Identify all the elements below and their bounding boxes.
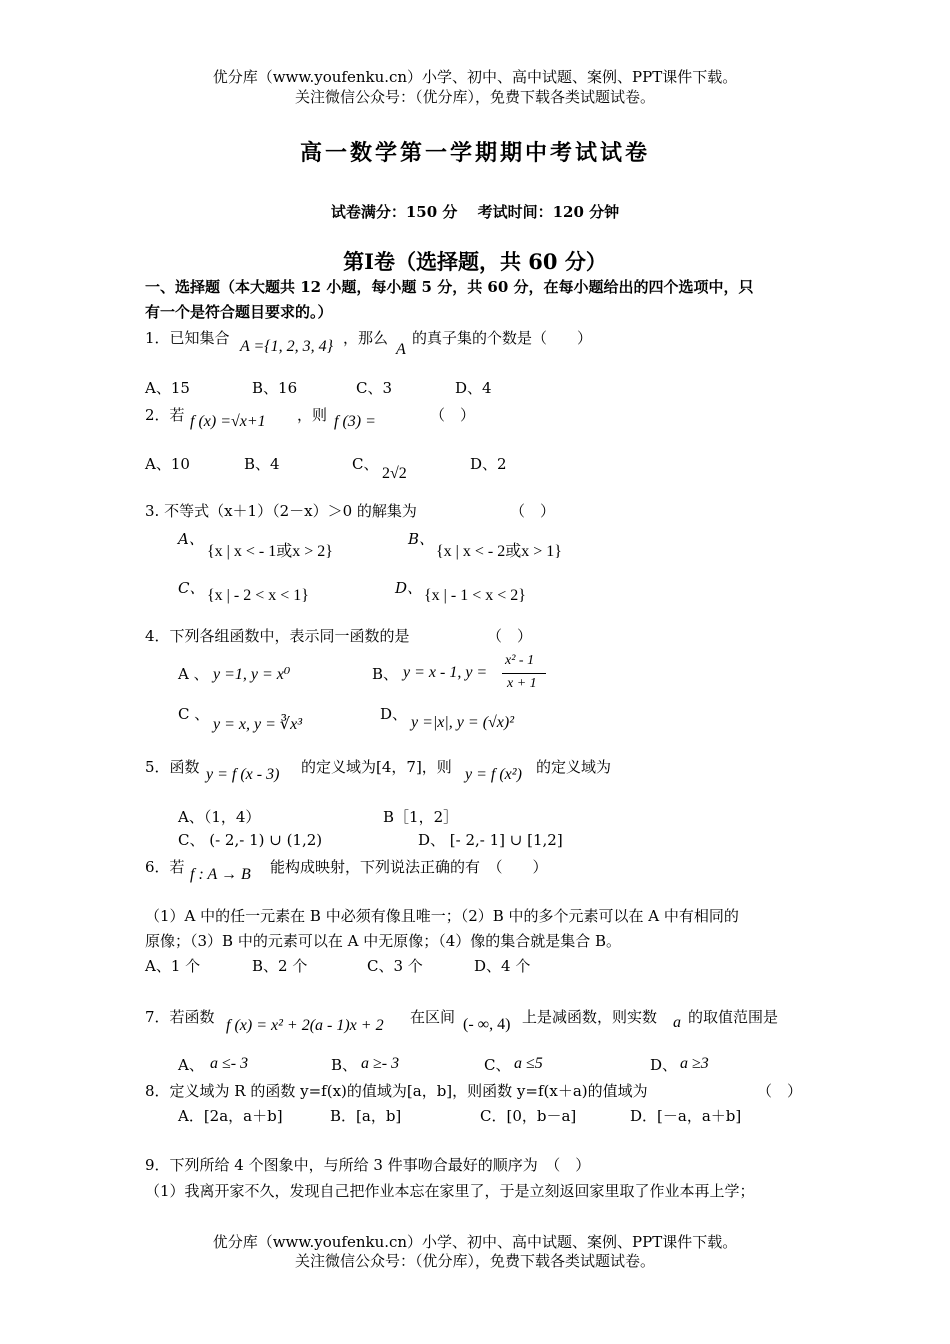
q5-formula-2: y = f (x²)	[465, 766, 522, 783]
q5-stem-mid: 的定义域为[4，7]，则	[301, 758, 452, 776]
q8-answer-paren: （ ）	[757, 1082, 803, 1100]
q4-label-b: B、	[372, 665, 399, 683]
q8-option-c: C．[0，b－a]	[480, 1107, 577, 1125]
q2-formula: f (x) =√x+1	[190, 413, 266, 430]
q1-option-c: C、3	[356, 379, 393, 397]
q2-stem-pre: 2．若	[145, 406, 185, 424]
q6-option-d: D、4 个	[474, 957, 531, 975]
q9-item-1: （1）我离开家不久，发现自己把作业本忘在家里了，于是立刻返回家里取了作业本再上学；	[145, 1182, 755, 1200]
q2-option-c-value: 2√2	[382, 465, 407, 482]
q1-stem-post: 的真子集的个数是（ ）	[412, 329, 593, 347]
q7-label-c: C、	[484, 1056, 511, 1074]
q9-stem: 9．下列所给 4 个图象中，与所给 3 件事吻合最好的顺序为 （ ）	[145, 1156, 591, 1174]
q7-stem-post-2: 的取值范围是	[688, 1008, 779, 1026]
header-line-1: 优分库（www.youfenku.cn）小学、初中、高中试题、案例、PPT课件下载。	[212, 68, 738, 86]
q3-label-c: C、	[178, 579, 205, 597]
q3-label-a: A、	[178, 530, 204, 548]
footer-line-1: 优分库（www.youfenku.cn）小学、初中、高中试题、案例、PPT课件下载。	[212, 1233, 738, 1251]
q3-label-d: D、	[395, 579, 423, 597]
q6-statement-line-1: （1）A 中的任一元素在 B 中必须有像且唯一；（2）B 中的多个元素可以在 A 中有相同的	[145, 907, 739, 925]
section-instruction-line-1: 一、选择题（本大题共 12 小题，每小题 5 分，共 60 分，在每小题给出的四个选项中，只	[145, 278, 754, 296]
q8-option-b: B．[a，b]	[330, 1107, 402, 1125]
q3-answer-paren: （ ）	[510, 502, 556, 520]
q3-option-d: {x | - 1 < x < 2}	[424, 587, 526, 604]
q2-stem-mid: ，则	[297, 406, 328, 424]
q7-option-a: a ≤- 3	[210, 1055, 249, 1072]
q1-option-b: B、16	[252, 379, 298, 397]
q8-option-a: A．[2a，a＋b]	[178, 1107, 283, 1125]
q4-option-b: y = x - 1, y =	[403, 664, 488, 681]
q2-option-b: B、4	[244, 455, 280, 473]
q4-label-c: C 、	[178, 705, 210, 723]
q7-label-a: A、	[178, 1056, 204, 1074]
q5-option-d: D、 [- 2,- 1] ∪ [1,2]	[418, 831, 563, 849]
q6-option-b: B、2 个	[252, 957, 308, 975]
q7-option-d: a ≥3	[680, 1055, 709, 1072]
q4-label-d: D、	[380, 705, 408, 723]
part-heading: 第Ⅰ卷（选择题，共 60 分）	[343, 249, 607, 274]
q3-stem: 3. 不等式（x＋1）（2－x）＞0 的解集为	[145, 502, 417, 520]
q6-formula: f : A → B	[190, 866, 251, 883]
q2-answer-paren: （ ）	[430, 406, 476, 424]
q8-option-d: D．[－a，a＋b]	[630, 1107, 742, 1125]
q4-stem: 4．下列各组函数中，表示同一函数的是	[145, 627, 410, 645]
exam-info: 试卷满分：150 分 考试时间：120 分钟	[330, 203, 620, 221]
q3-option-b: {x | x < - 2或x > 1}	[436, 543, 562, 560]
q1-formula: A ={1, 2, 3, 4}	[240, 338, 334, 355]
q4-option-d: y =|x|, y = (√x)²	[411, 714, 515, 731]
q3-label-b: B、	[408, 530, 435, 548]
q2-formula-2: f (3) =	[334, 413, 376, 430]
q7-option-b: a ≥- 3	[361, 1055, 400, 1072]
q5-stem-post: 的定义域为	[536, 758, 612, 776]
q5-option-b: B［1，2］	[383, 808, 459, 826]
footer-line-2: 关注微信公众号：（优分库），免费下载各类试题试卷。	[294, 1252, 655, 1270]
q2-option-a: A、10	[145, 455, 190, 473]
q5-option-a: A、（1，4）	[178, 808, 261, 826]
q6-option-c: C、3 个	[367, 957, 423, 975]
q3-option-a: {x | x < - 1或x > 2}	[207, 543, 333, 560]
q6-stem-pre: 6．若	[145, 858, 185, 876]
q5-stem-pre: 5．函数	[145, 758, 200, 776]
q7-stem-post: 上是减函数，则实数	[522, 1008, 658, 1026]
q4-option-b-denominator: x + 1	[507, 676, 537, 691]
q7-var: a	[673, 1014, 681, 1031]
q6-statement-line-2: 原像；（3）B 中的元素可以在 A 中无原像；（4）像的集合就是集合 B。	[145, 932, 622, 950]
q4-option-c: y = x, y = ∛x³	[213, 716, 302, 733]
q4-option-a: y =1, y = x⁰	[213, 666, 291, 683]
q6-stem-post: 能构成映射，下列说法正确的有 （ ）	[270, 858, 548, 876]
q1-option-a: A、15	[145, 379, 190, 397]
section-instruction-line-2: 有一个是符合题目要求的。）	[145, 303, 333, 321]
header-line-2: 关注微信公众号：（优分库），免费下载各类试题试卷。	[294, 88, 655, 106]
q6-option-a: A、1 个	[145, 957, 201, 975]
q4-answer-paren: （ ）	[487, 627, 533, 645]
q2-option-d: D、2	[470, 455, 507, 473]
q7-interval: (- ∞, 4)	[463, 1016, 511, 1033]
q1-stem-mid: ，那么	[343, 329, 389, 347]
q7-formula: f (x) = x² + 2(a - 1)x + 2	[226, 1017, 384, 1034]
q1-var: A	[396, 341, 406, 358]
q8-stem: 8．定义域为 R 的函数 y=f(x)的值域为[a，b]，则函数 y=f(x＋a)的值域为	[145, 1082, 648, 1100]
q4-label-a: A 、	[178, 665, 209, 683]
q5-option-c: C、 (- 2,- 1) ∪ (1,2)	[178, 831, 323, 849]
q5-formula: y = f (x - 3)	[206, 766, 280, 783]
q3-option-c: {x | - 2 < x < 1}	[207, 587, 309, 604]
q7-stem-mid: 在区间	[410, 1008, 456, 1026]
q4-option-b-numerator: x² - 1	[505, 653, 535, 668]
q7-label-d: D、	[650, 1056, 678, 1074]
q1-option-d: D、4	[455, 379, 492, 397]
q7-option-c: a ≤5	[514, 1055, 543, 1072]
q2-option-c: C、	[352, 455, 379, 473]
q7-stem-pre: 7．若函数	[145, 1008, 215, 1026]
q4-fraction-bar	[502, 673, 546, 674]
q7-label-b: B、	[331, 1056, 358, 1074]
q1-stem-pre: 1．已知集合	[145, 329, 230, 347]
page-title: 高一数学第一学期期中考试试卷	[299, 140, 650, 166]
